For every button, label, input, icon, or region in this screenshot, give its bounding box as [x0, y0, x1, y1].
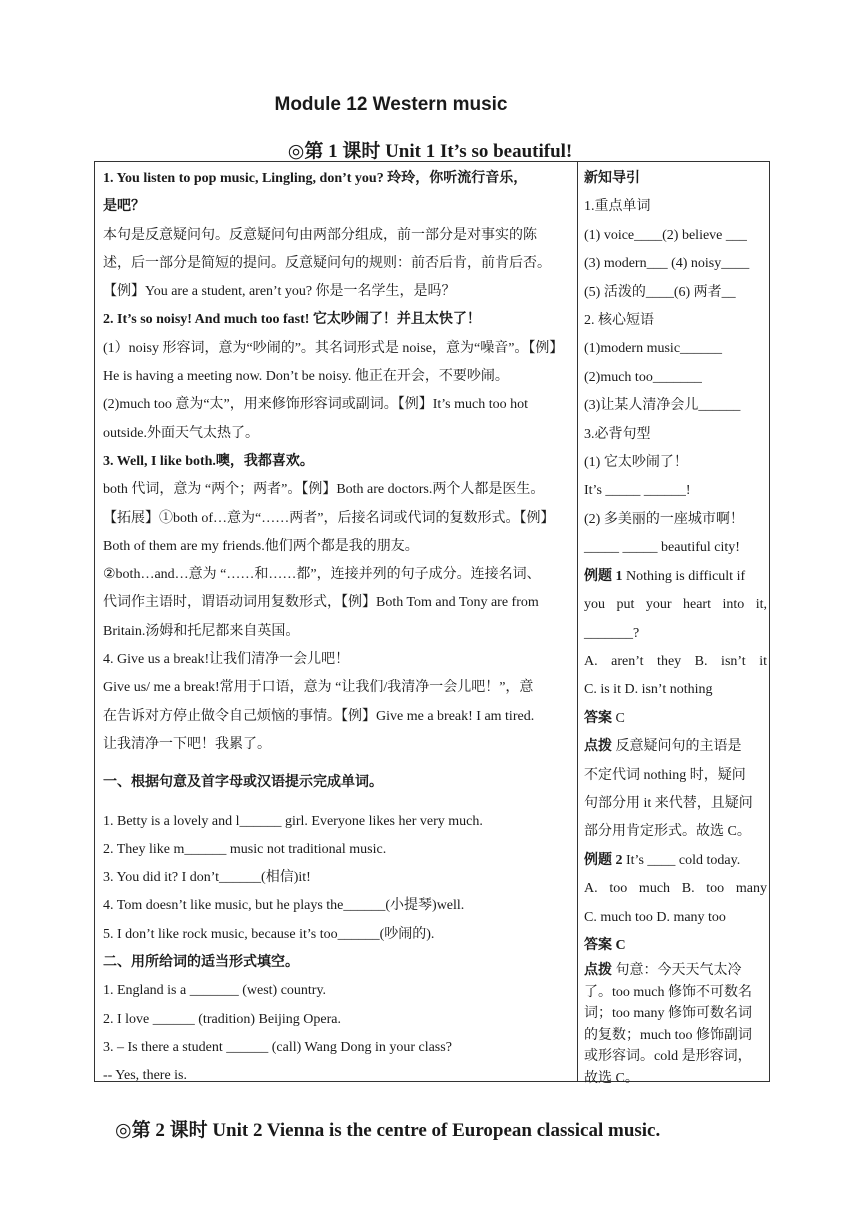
left-line: Britain.汤姆和托尼都来自英国。: [103, 623, 300, 639]
right_tight-line: 或形容词。cold 是形容词，: [584, 1049, 752, 1065]
left-line: He is having a meeting now. Don’t be noisy. 他正在开会，不要吵闹。: [103, 369, 509, 385]
right-line: 部分用肯定形式。故选 C。: [584, 824, 751, 840]
preview-column: [584, 165, 767, 1089]
left-line: 一、根据句意及首字母或汉语提示完成单词。: [103, 775, 383, 791]
left-line: Both of them are my friends.他们两个都是我的朋友。: [103, 538, 419, 554]
right-line: 答案 C: [584, 710, 625, 726]
right_tight-line: 点拨 句意：今天天气太冷: [584, 963, 742, 979]
left-line: outside.外面天气太热了。: [103, 425, 259, 441]
left-line: both 代词，意为 “两个；两者”。【例】Both are doctors.两个人都是医生。: [103, 482, 545, 498]
right-line: 答案 C: [584, 937, 626, 953]
right_tight-line: 了。too much 修饰不可数名: [584, 984, 752, 1000]
left-line: 【拓展】①both of…意为“……两者”，后接名词或代词的复数形式。【例】: [103, 510, 555, 526]
left-line: 5. I don’t like rock music, because it’s too______(吵闹的).: [103, 926, 435, 942]
right_tight-line: 故选 C。: [584, 1070, 639, 1086]
right-line: 例题 1 Nothing is difficult if: [584, 568, 746, 584]
left-line: 在告诉对方停止做令自己烦恼的事情。【例】Give me a break! I am tired.: [103, 708, 535, 724]
left-line: Give us/ me a break!常用于口语，意为 “让我们/我清净一会儿吧！”，意: [103, 680, 534, 696]
left-line: 代词作主语时，谓语动词用复数形式，【例】Both Tom and Tony are from: [103, 595, 539, 611]
right-line: C. is it D. isn’t nothing: [584, 682, 713, 698]
right-line: It’s _____ ______!: [584, 483, 691, 499]
spacer: [103, 759, 571, 769]
left-line: 2. It’s so noisy! And much too fast! 它太吵闹了！并且太快了！: [103, 312, 481, 328]
lesson-table: [94, 161, 770, 1086]
left-line: ②both…and…意为 “……和……都”，连接并列的句子成分。连接名词、: [103, 567, 541, 583]
left-line: 4. Give us a break!让我们清净一会儿吧！: [103, 652, 350, 668]
right-line: (3) modern___ (4) noisy____: [584, 256, 750, 272]
left-line: 2. They like m______ music not traditional music.: [103, 841, 387, 857]
spacer: [103, 798, 571, 808]
right-line: 2. 核心短语: [584, 313, 654, 329]
right-line: C. much too D. many too: [584, 909, 726, 925]
right-line: 不定代词 nothing 时，疑问: [584, 767, 746, 783]
right-line: A. aren’t they B. isn’t it: [584, 653, 767, 669]
right-line: _____ _____ beautiful city!: [584, 540, 740, 556]
left-line: 1. Betty is a lovely and l______ girl. Everyone likes her very much.: [103, 813, 483, 829]
left-line: 1. England is a _______ (west) country.: [103, 983, 327, 999]
right-line: (1) 它太吵闹了！: [584, 455, 688, 471]
left-line: 本句是反意疑问句。反意疑问句由两部分组成，前一部分是对事实的陈: [103, 227, 537, 243]
right-line: 新知导引: [584, 171, 640, 186]
right-line: (2) 多美丽的一座城市啊！: [584, 511, 744, 527]
left-line: 二、用所给词的适当形式填空。: [103, 955, 299, 971]
left-line: 2. I love ______ (tradition) Beijing Opera.: [103, 1011, 341, 1027]
right-line: 点拨 反意疑问句的主语是: [584, 739, 742, 755]
lesson-1-heading: ◎第 1 课时 Unit 1 It’s so beautiful!: [287, 141, 573, 162]
left-line: 述，后一部分是简短的提问。反意疑问句的规则：前否后肯，前肯后否。: [103, 255, 551, 271]
left-line: 4. Tom doesn’t like music, but he plays the______(小提琴)well.: [103, 898, 465, 914]
right-line: 3.必背句型: [584, 426, 651, 442]
right-line: you put your heart into it,: [584, 597, 767, 613]
right-line: A. too much B. too many: [584, 881, 767, 897]
right-line: 1.重点单词: [584, 199, 651, 215]
left-line: 让我清净一下吧！我累了。: [103, 736, 271, 752]
left-line: (2)much too 意为“太”，用来修饰形容词或副词。【例】It’s much too hot: [103, 397, 529, 413]
right-line: _______?: [584, 625, 640, 641]
right-line: (5) 活泼的____(6) 两者__: [584, 284, 736, 300]
left-line: -- Yes, there is.: [103, 1068, 187, 1084]
right-line: (1) voice____(2) believe ___: [584, 227, 747, 243]
left-line: 【例】You are a student, aren’t you? 你是一名学生，是吗？: [103, 284, 456, 300]
column-divider: [577, 162, 578, 1081]
left-line: 是吧？: [103, 199, 145, 215]
right_tight-line: 词；too many 修饰可数名词: [584, 1006, 752, 1022]
left-line: 3. – Is there a student ______ (call) Wang Dong in your class?: [103, 1039, 452, 1055]
right_tight-line: 的复数；much too 修饰副词: [584, 1027, 752, 1043]
explanation-column: [103, 165, 571, 1091]
module-title: Module 12 Western music: [274, 94, 508, 115]
right-line: (1)modern music______: [584, 341, 723, 357]
right-line: (3)让某人清净会儿______: [584, 398, 741, 414]
right-line: 例题 2 It’s ____ cold today.: [584, 852, 741, 868]
right-line: (2)much too_______: [584, 369, 702, 385]
left-line: 1. You listen to pop music, Lingling, don’t you? 玲玲，你听流行音乐，: [103, 171, 528, 186]
right-line: 句部分用 it 来代替，且疑问: [584, 795, 753, 811]
lesson-2-heading: ◎第 2 课时 Unit 2 Vienna is the centre of European classical music.: [115, 1120, 661, 1141]
left-line: 3. You did it? I don’t______(相信)it!: [103, 870, 311, 886]
left-line: 3. Well, I like both.噢，我都喜欢。: [103, 453, 314, 469]
left-line: (1）noisy 形容词，意为“吵闹的”。其名词形式是 noise，意为“噪音”。【例】: [103, 340, 564, 356]
